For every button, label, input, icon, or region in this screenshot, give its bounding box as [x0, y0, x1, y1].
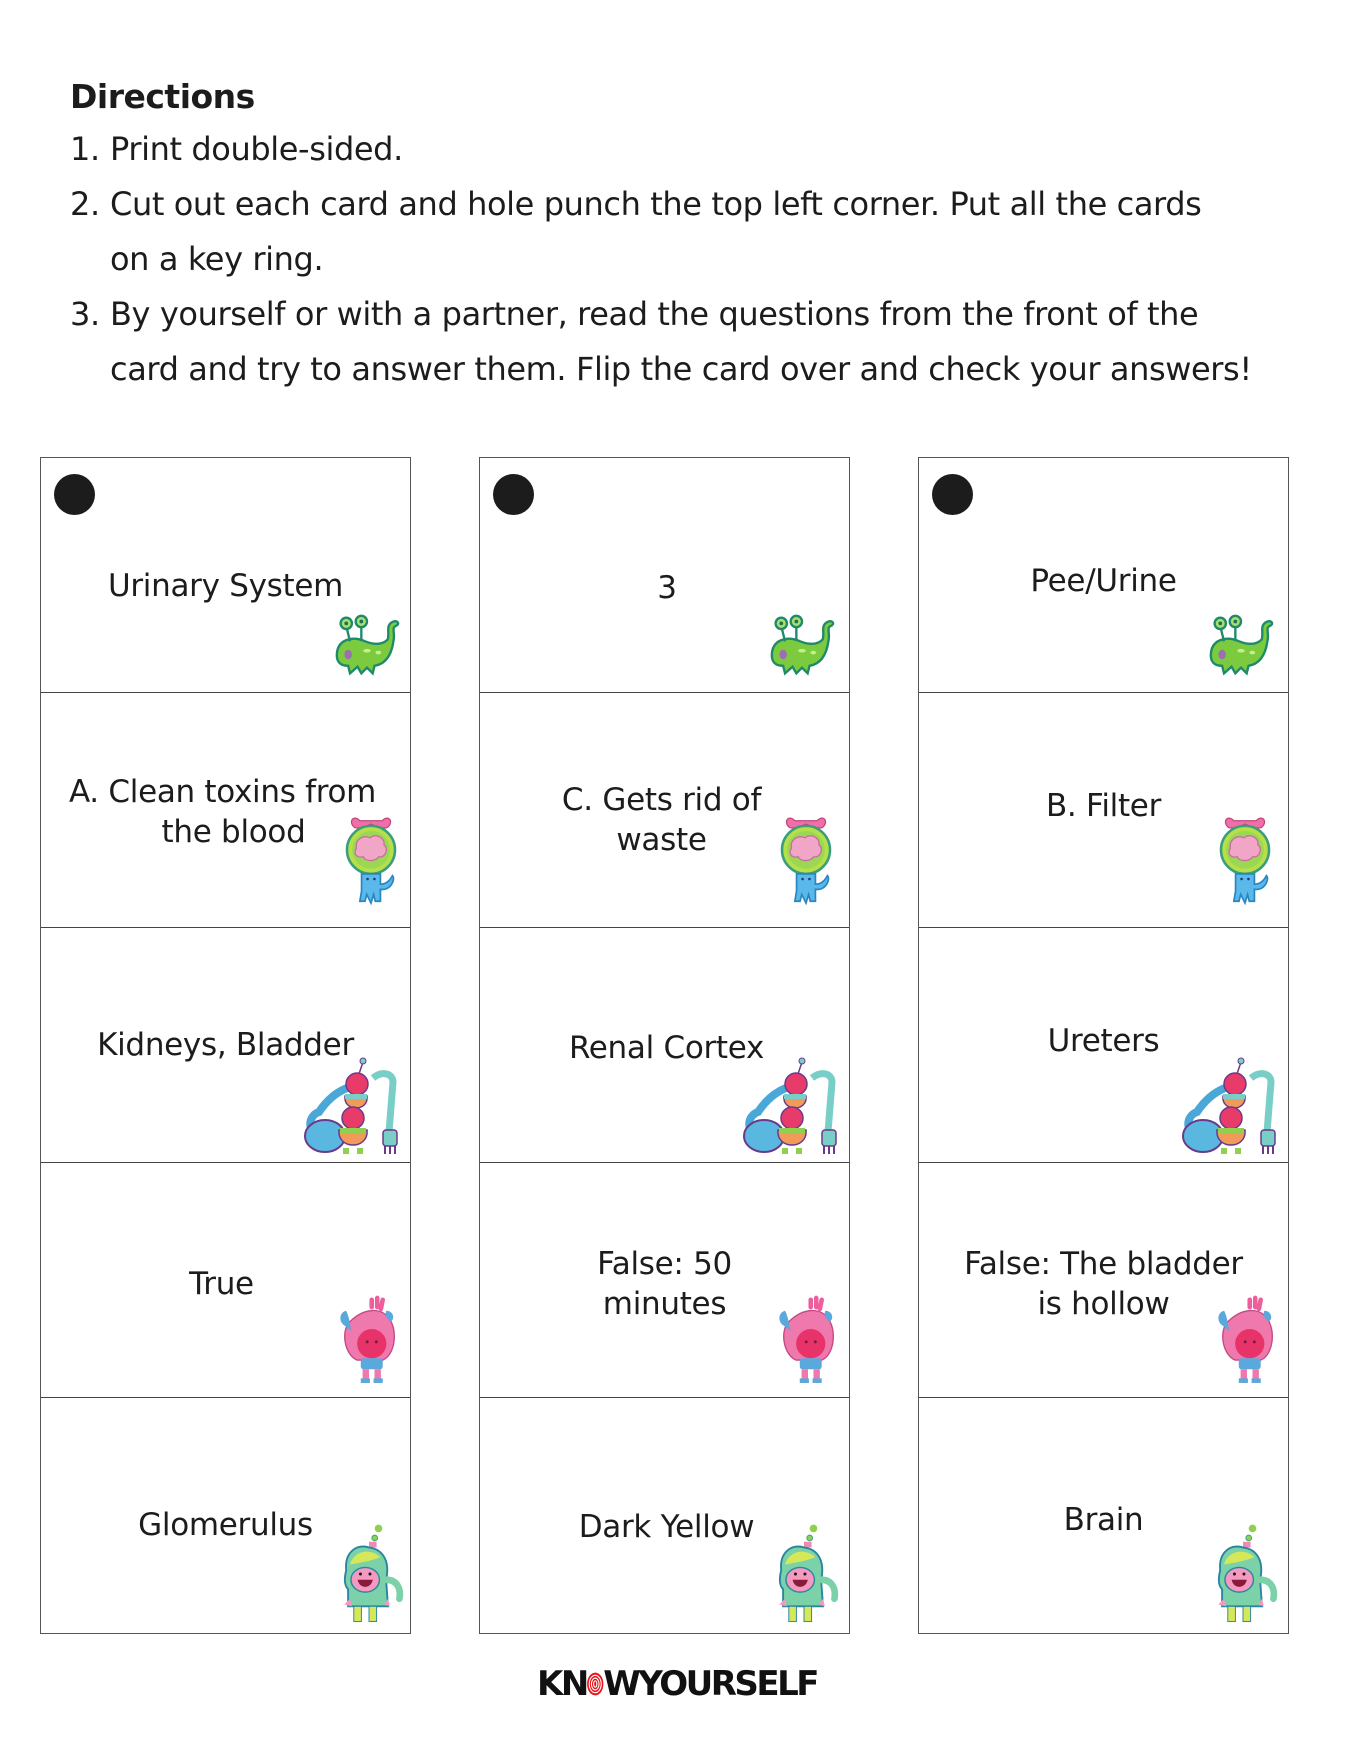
card-text: C. Gets rid of waste	[561, 782, 762, 858]
card-text: B. Filter	[1045, 788, 1162, 824]
brain-jellyfish-mascot-icon	[1215, 811, 1275, 911]
card-text: False: The bladder is hollow	[964, 1246, 1243, 1322]
step-text: Cut out each card and hole punch the top left corner. Put all the cards	[110, 185, 1202, 223]
card-cell	[41, 458, 410, 693]
directions-list	[70, 122, 1330, 397]
card-cell	[919, 1163, 1288, 1398]
direction-step-1	[70, 122, 1330, 177]
heart-mascot-icon	[776, 1291, 840, 1389]
directions-title: Directions	[70, 77, 255, 116]
card-cell	[919, 928, 1288, 1163]
step-text: on a key ring.	[110, 240, 324, 278]
card-cell	[919, 458, 1288, 693]
robot-arm-mascot-icon	[303, 1056, 403, 1156]
green-monster-mascot-icon	[766, 1522, 842, 1628]
card-text: Ureters	[1047, 1023, 1160, 1059]
heart-mascot-icon	[1215, 1291, 1279, 1389]
directions-section	[70, 72, 1330, 397]
green-slug-mascot-icon	[764, 613, 840, 679]
card-cell	[480, 693, 849, 928]
card-strip-2	[479, 457, 850, 1634]
step-number: 1.	[70, 130, 100, 168]
card-cell	[41, 928, 410, 1163]
card-cell	[41, 693, 410, 928]
step-number: 2.	[70, 185, 100, 223]
brain-jellyfish-mascot-icon	[776, 811, 836, 911]
card-text: Renal Cortex	[568, 1030, 765, 1066]
card-text: True	[189, 1266, 254, 1302]
heart-mascot-icon	[337, 1291, 401, 1389]
brain-jellyfish-mascot-icon	[341, 811, 401, 911]
direction-step-2	[70, 177, 1330, 287]
robot-arm-mascot-icon	[742, 1056, 842, 1156]
card-cell	[41, 1398, 410, 1633]
step-text: By yourself or with a partner, read the questions from the front of the	[110, 295, 1199, 333]
fingerprint-icon	[586, 1661, 604, 1707]
card-text: Brain	[1063, 1502, 1144, 1538]
direction-step-3	[70, 287, 1330, 397]
step-text: card and try to answer them. Flip the card over and check your answers!	[110, 350, 1252, 388]
robot-arm-mascot-icon	[1181, 1056, 1281, 1156]
card-text: False: 50 minutes	[597, 1246, 732, 1322]
card-cell	[480, 1163, 849, 1398]
hole-punch-marker	[932, 474, 973, 515]
card-text: Glomerulus	[138, 1507, 313, 1543]
card-text: Kidneys, Bladder	[97, 1027, 354, 1063]
step-number: 3.	[70, 295, 100, 333]
hole-punch-marker	[54, 474, 95, 515]
card-text: 3	[657, 570, 677, 606]
know-yourself-logo: KN WYOURSELF	[537, 1660, 817, 1708]
green-monster-mascot-icon	[331, 1522, 407, 1628]
card-strip-1	[40, 457, 411, 1634]
card-cell	[480, 1398, 849, 1633]
card-cell	[480, 458, 849, 693]
green-slug-mascot-icon	[1203, 613, 1279, 679]
green-slug-mascot-icon	[329, 613, 405, 679]
hole-punch-marker	[493, 474, 534, 515]
card-text: Pee/Urine	[1030, 563, 1177, 599]
step-text: Print double-sided.	[110, 130, 403, 168]
green-monster-mascot-icon	[1205, 1522, 1281, 1628]
card-text: Dark Yellow	[578, 1509, 755, 1545]
card-cell	[919, 693, 1288, 928]
card-text: A. Clean toxins from the blood	[68, 774, 377, 850]
card-cell	[480, 928, 849, 1163]
card-cell	[919, 1398, 1288, 1633]
card-text: Urinary System	[107, 568, 344, 604]
card-strip-3	[918, 457, 1289, 1634]
card-cell	[41, 1163, 410, 1398]
